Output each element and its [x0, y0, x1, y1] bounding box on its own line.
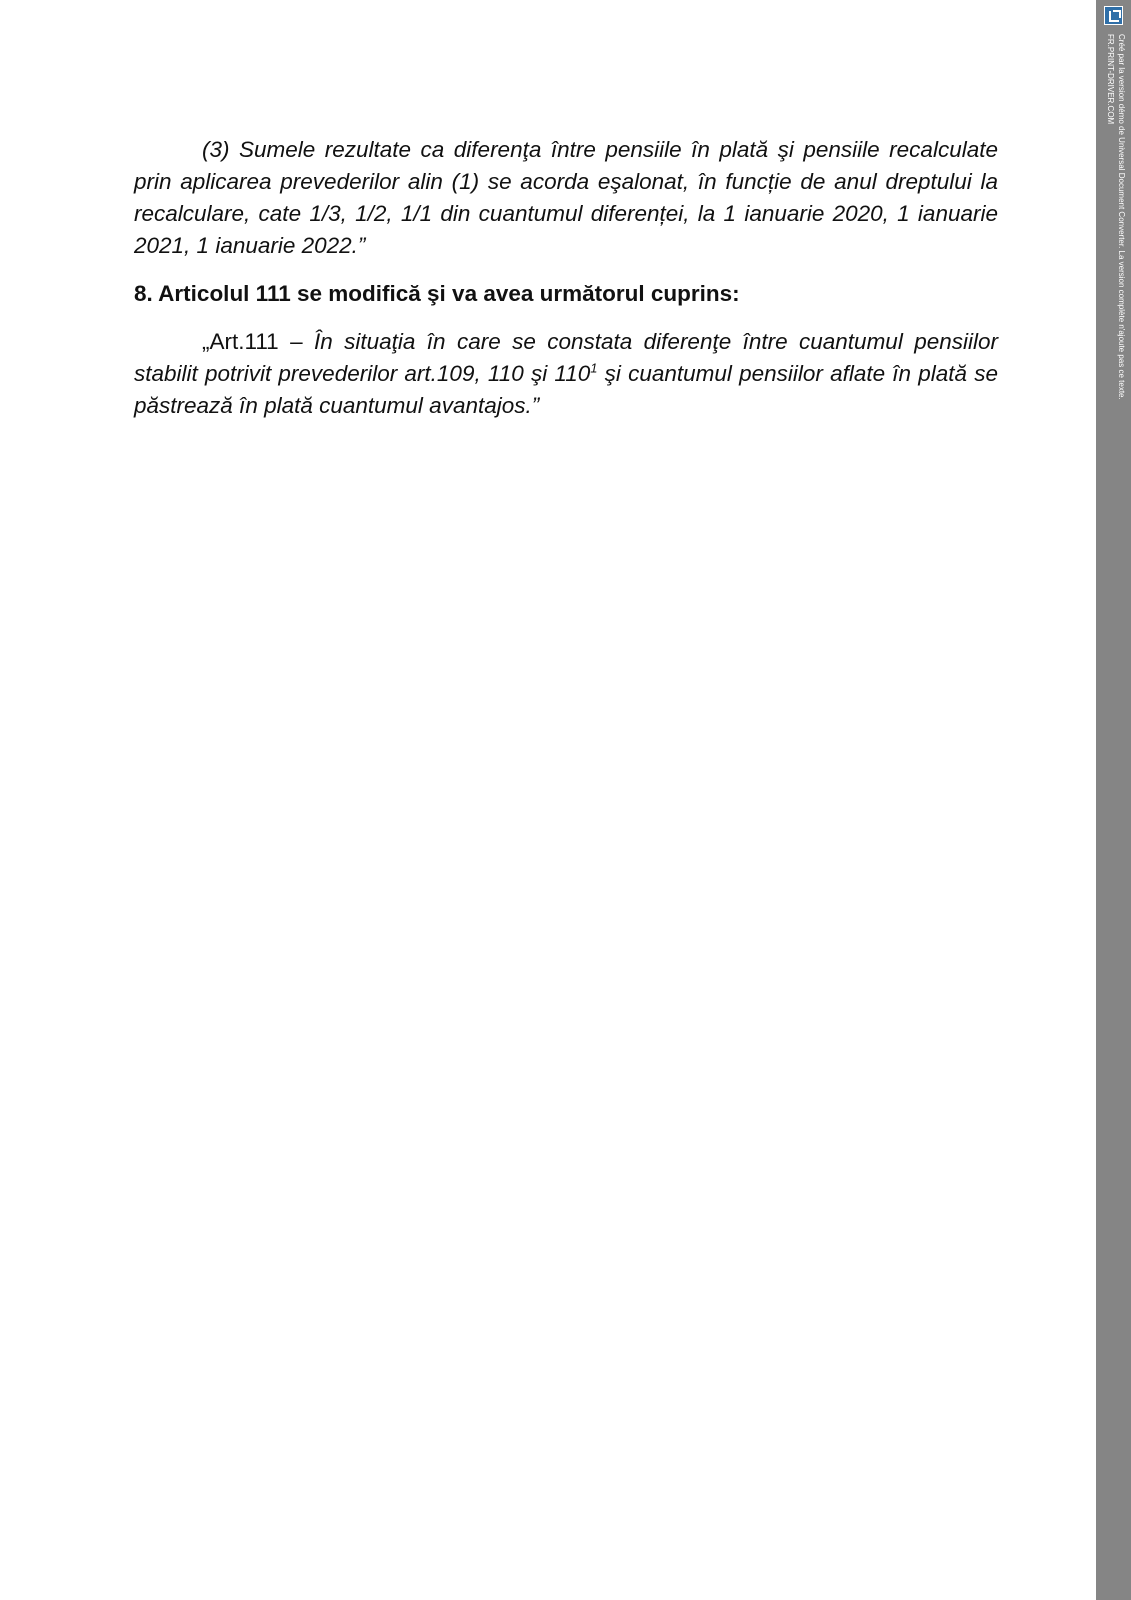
document-page: [134, 134, 998, 422]
article-111-body: În situaţia în care se constata diferenţe între cuantumul pensiilor stabilit potrivit prevederilor art.109, 110 şi 110: [134, 329, 998, 386]
article-111-label: „Art.111: [202, 329, 279, 354]
article-111-body-end: şi cuantumul pensiilor aflate în plată se păstrează în plată cuantumul avantajos.”: [134, 361, 998, 418]
article-111-text: [134, 326, 998, 422]
item-8-heading: 8. Articolul 111 se modifică şi va avea următorul cuprins:: [134, 281, 740, 306]
watermark-line-2: FR.PRINT-DRIVER.COM: [1106, 34, 1115, 125]
udc-logo-icon: [1104, 6, 1123, 25]
article-111-dash: –: [278, 329, 314, 354]
watermark-banner: [1096, 0, 1131, 1600]
paragraph-3: (3) Sumele rezultate ca diferenţa între pensiile în plată şi pensiile recalculate prin aplicarea prevederilor alin (1) se acorda eşalonat, în funcție de anul dreptului la recalculare, cate 1/3, 1/2, 1/1 din cuantumul diferenței, la 1 ianuarie 2020, 1 ianuarie 2021, 1 ianuarie 2022.”: [134, 137, 998, 258]
watermark-text: [1100, 34, 1127, 454]
watermark-line-1: Créé par la version démo de Universal Document Converter. La version complète n'ajoute pas ce texte.: [1117, 34, 1126, 400]
article-110-superscript: 1: [590, 360, 598, 376]
